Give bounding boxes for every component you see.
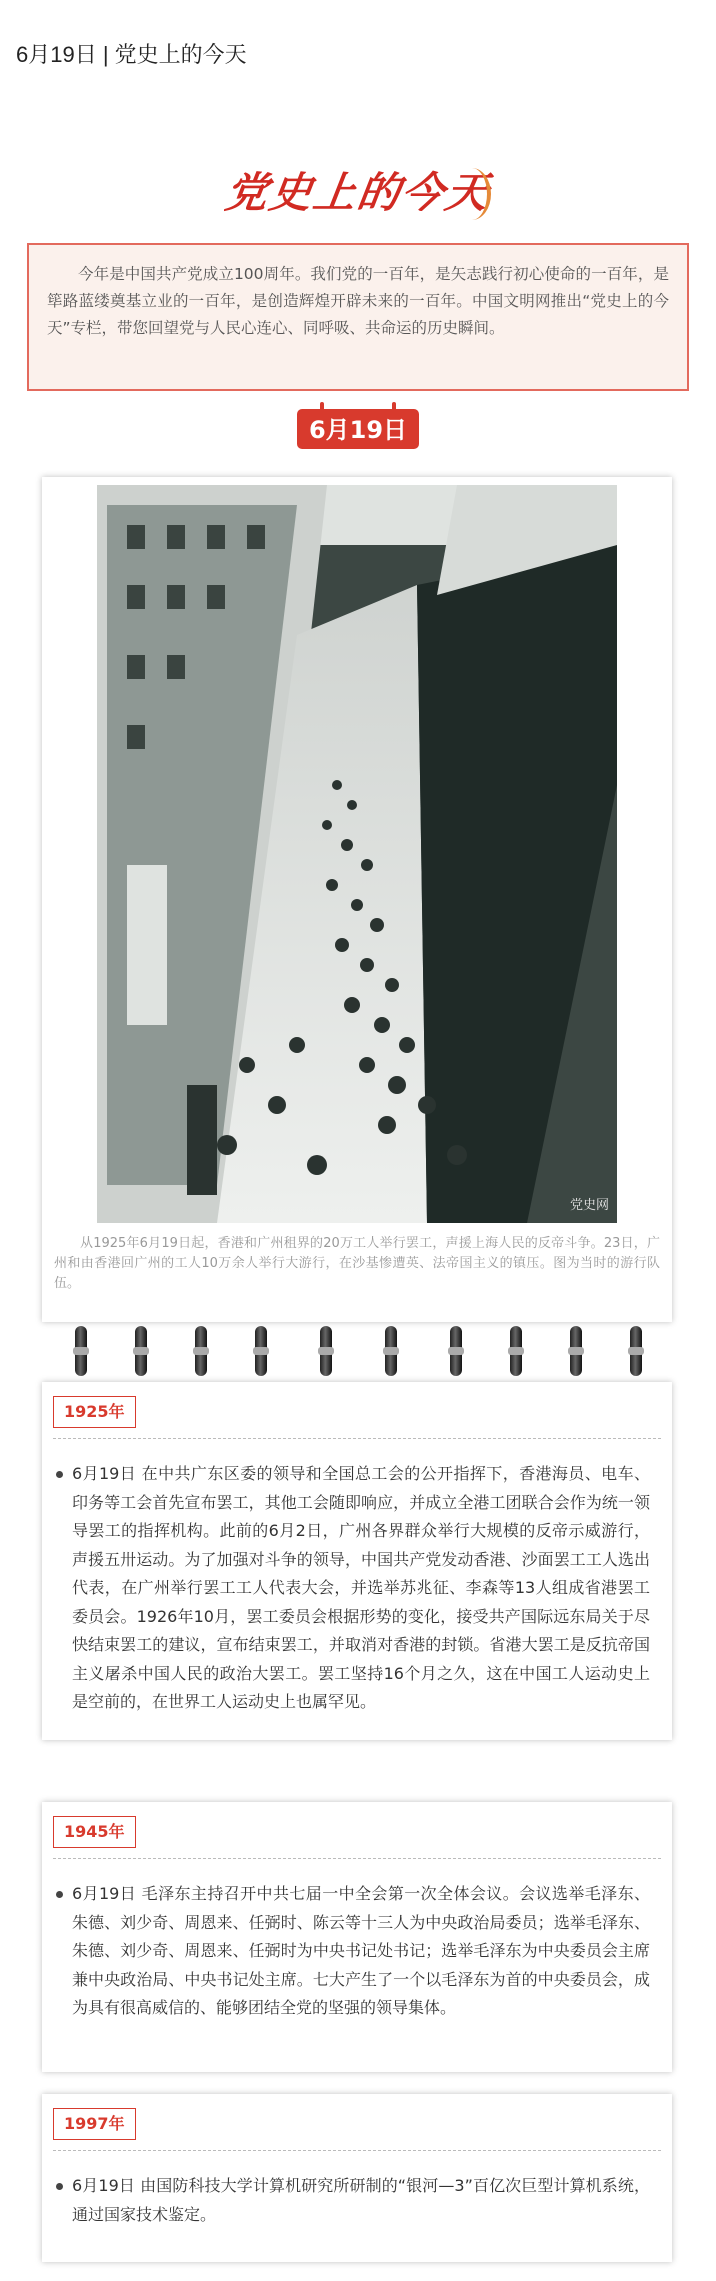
year-tag: 1925年 bbox=[53, 1396, 136, 1428]
photo-card bbox=[42, 477, 672, 1322]
street-parade-image bbox=[97, 485, 617, 1223]
year-card-1997 bbox=[42, 2094, 672, 2262]
divider bbox=[53, 2150, 661, 2151]
entry-text: 6月19日 毛泽东主持召开中共七届一中全会第一次全体会议。会议选举毛泽东、朱德、刘少奇、周恩来、任弼时、陈云等十三人为中央政治局委员；选举毛泽东、朱德、刘少奇、周恩来、任弼时为中央书记处书记；选举毛泽东为中央委员会主席兼中央政治局、中央书记处主席。七大产生了一个以毛泽东为首的中央委员会，成为具有很高威信的、能够团结全党的坚强的领导集体。 bbox=[72, 1884, 650, 2017]
binder-ring-icon bbox=[450, 1326, 462, 1376]
intro-box: 今年是中国共产党成立100周年。我们党的一百年，是矢志践行初心使命的一百年，是筚路蓝缕奠基立业的一百年，是创造辉煌开辟未来的一百年。中国文明网推出“党史上的今天”专栏，带您回望党与人民心连心、同呼吸、共命运的历史瞬间。 bbox=[27, 243, 689, 391]
brand-title: 党史上的今天 bbox=[222, 168, 494, 217]
bullet-icon bbox=[56, 1891, 63, 1898]
binder-ring-icon bbox=[510, 1326, 522, 1376]
year-card-1945 bbox=[42, 1802, 672, 2072]
binder-ring-icon bbox=[570, 1326, 582, 1376]
photo-caption: 从1925年6月19日起，香港和广州租界的20万工人举行罢工，声援上海人民的反帝斗争。23日，广州和由香港回广州的工人10万余人举行大游行，在沙基惨遭英、法帝国主义的镇压。图为当时的游行队伍。 bbox=[54, 1236, 660, 1291]
binder-ring-icon bbox=[255, 1326, 267, 1376]
bullet-icon bbox=[56, 1471, 63, 1478]
year-tag: 1997年 bbox=[53, 2108, 136, 2140]
binder-ring-icon bbox=[320, 1326, 332, 1376]
photo-watermark: 党史网 bbox=[569, 1198, 609, 1213]
year-card-1925 bbox=[42, 1382, 672, 1740]
list-item bbox=[72, 1460, 650, 1717]
binder-ring-icon bbox=[135, 1326, 147, 1376]
entry-text: 6月19日 由国防科技大学计算机研究所研制的“银河—3”百亿次巨型计算机系统，通过国家技术鉴定。 bbox=[72, 2176, 650, 2224]
brand-swoosh-icon bbox=[453, 168, 491, 220]
year-tag: 1945年 bbox=[53, 1816, 136, 1848]
page-title: 6月19日 | 党史上的今天 bbox=[16, 42, 247, 67]
entry-text: 6月19日 在中共广东区委的领导和全国总工会的公开指挥下，香港海员、电车、印务等工会首先宣布罢工，其他工会随即响应，并成立全港工团联合会作为统一领导罢工的指挥机构。此前的6月2日，广州各界群众举行大规模的反帝示威游行，声援五卅运动。为了加强对斗争的领导，中国共产党发动香港、沙面罢工工人选出代表，在广州举行罢工工人代表大会，并选举苏兆征、李森等13人组成省港罢工委员会。1926年10月，罢工委员会根据形势的变化，接受共产国际远东局关于尽快结束罢工的建议，宣布结束罢工，并取消对香港的封锁。省港大罢工是反抗帝国主义屠杀中国人民的政治大罢工。罢工坚持16个月之久，这在中国工人运动史上是空前的，在世界工人运动史上也属罕见。 bbox=[72, 1464, 650, 1711]
divider bbox=[53, 1438, 661, 1439]
divider bbox=[53, 1858, 661, 1859]
historical-photo bbox=[97, 485, 617, 1223]
brand-logo bbox=[0, 160, 716, 220]
list-item bbox=[72, 2172, 650, 2229]
binder-ring-icon bbox=[75, 1326, 87, 1376]
binder-ring-icon bbox=[385, 1326, 397, 1376]
bullet-icon bbox=[56, 2183, 63, 2190]
binder-ring-icon bbox=[195, 1326, 207, 1376]
date-badge: 6月19日 bbox=[297, 409, 419, 449]
binder-ring-icon bbox=[630, 1326, 642, 1376]
list-item bbox=[72, 1880, 650, 2023]
